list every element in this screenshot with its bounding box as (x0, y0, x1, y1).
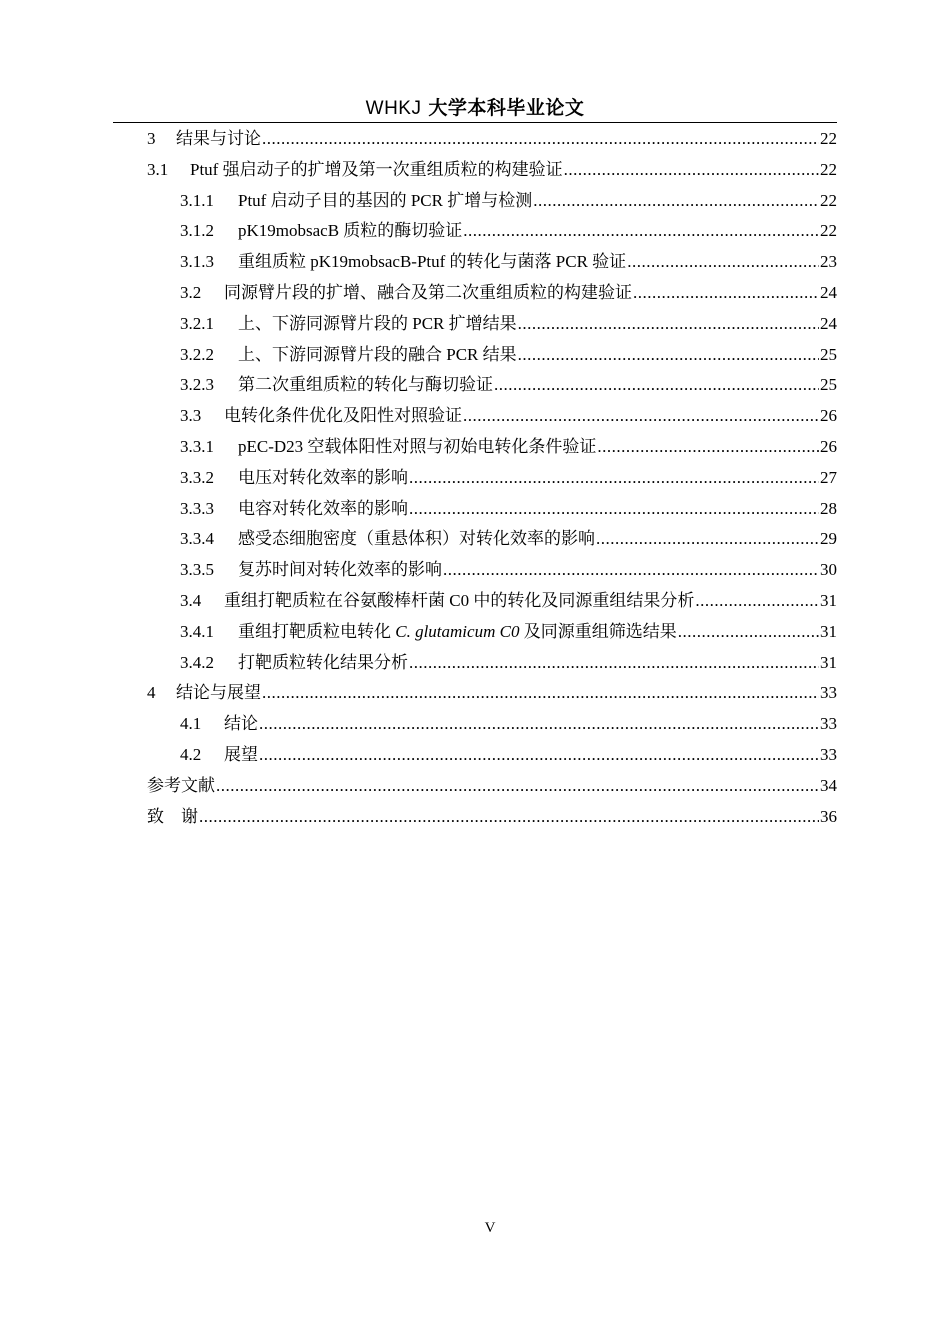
toc-entry-page: 22 (820, 159, 837, 179)
toc-entry-3-3-2[interactable] (147, 463, 837, 494)
toc-entry-3-2-1[interactable] (147, 309, 837, 340)
toc-leader-dots (463, 216, 819, 247)
toc-entry-title: 结论与展望 (176, 683, 261, 703)
toc-entry-3-2[interactable] (147, 278, 837, 309)
toc-entry-title: 电容对转化效率的影响 (238, 498, 408, 518)
page-header (113, 94, 837, 123)
toc-entry-title: 致 谢 (147, 806, 198, 826)
page-number: V (484, 1220, 496, 1236)
toc-entry-page: 33 (820, 714, 837, 734)
toc-leader-dots (262, 124, 819, 155)
toc-entry-4-2[interactable] (147, 740, 837, 771)
toc-entry-number: 3.2 (180, 282, 202, 302)
toc-entry-4-1[interactable] (147, 709, 837, 740)
toc-entry-number: 3.4.1 (180, 621, 214, 641)
toc-entry-3-1[interactable] (147, 155, 837, 186)
toc-entry-3-3-3[interactable] (147, 494, 837, 525)
toc-entry-page: 24 (820, 313, 837, 333)
toc-entry-number: 3.1 (147, 159, 169, 179)
toc-entry-number: 3.4 (180, 590, 202, 610)
toc-leader-dots (533, 186, 819, 217)
toc-entry-page: 31 (820, 652, 837, 672)
toc-leader-dots (259, 740, 819, 771)
header-title: 大学本科毕业论文 (428, 97, 585, 119)
toc-entry-3-4[interactable] (147, 586, 837, 617)
toc-entry-title: 上、下游同源臂片段的 PCR 扩增结果 (238, 313, 517, 333)
toc-entry-3-4-2[interactable] (147, 648, 837, 679)
toc-entry-title: pEC-D23 空载体阳性对照与初始电转化条件验证 (238, 436, 597, 456)
toc-entry-3-3[interactable] (147, 401, 837, 432)
toc-entry-title: 参考文献 (147, 775, 215, 795)
toc-entry-number: 3.3.2 (180, 467, 214, 487)
toc-entry-page: 33 (820, 744, 837, 764)
toc-entry-3-2-3[interactable] (147, 370, 837, 401)
toc-entry-number: 3.2.3 (180, 375, 214, 395)
toc-entry-page: 31 (820, 590, 837, 610)
toc-entry-3-2-2[interactable] (147, 340, 837, 371)
toc-entry-title: 重组打靶质粒在谷氨酸棒杆菌 C0 中的转化及同源重组结果分析 (224, 590, 695, 610)
toc-entry-page: 28 (820, 498, 837, 518)
toc-entry-3-3-5[interactable] (147, 555, 837, 586)
toc-leader-dots (262, 678, 819, 709)
toc-entry-4[interactable] (147, 678, 837, 709)
toc-entry-page: 26 (820, 406, 837, 426)
toc-entry-title: 结论 (224, 714, 258, 734)
toc-leader-dots (409, 463, 819, 494)
toc-entry-title: 感受态细胞密度（重悬体积）对转化效率的影响 (238, 529, 595, 549)
toc-title-part: 重组打靶质粒电转化 (238, 621, 396, 641)
toc-entry-title: 上、下游同源臂片段的融合 PCR 结果 (238, 344, 517, 364)
toc-entry-title: 第二次重组质粒的转化与酶切验证 (238, 375, 493, 395)
toc-entry-page: 33 (820, 683, 837, 703)
toc-leader-dots (518, 309, 819, 340)
toc-entry-title: 展望 (224, 744, 258, 764)
toc-entry-title: 同源臂片段的扩增、融合及第二次重组质粒的构建验证 (224, 282, 632, 302)
toc-entry-page: 27 (820, 467, 837, 487)
toc-entry-title: 重组质粒 pK19mobsacB-Ptuf 的转化与菌落 PCR 验证 (238, 252, 627, 272)
toc-entry-page: 22 (820, 190, 837, 210)
toc-entry-number: 4.2 (180, 744, 202, 764)
toc-entry-3-3-1[interactable] (147, 432, 837, 463)
toc-leader-dots (409, 494, 819, 525)
toc-entry-page: 31 (820, 621, 837, 641)
toc-entry-title: 打靶质粒转化结果分析 (238, 652, 408, 672)
toc-entry-number: 3.1.2 (180, 221, 214, 241)
toc-leader-dots (409, 648, 819, 679)
toc-leader-dots (633, 278, 819, 309)
toc-entry-3[interactable] (147, 124, 837, 155)
toc-entry-number: 3.1.3 (180, 252, 214, 272)
toc-entry-number: 3.2.1 (180, 313, 214, 333)
toc-entry-page: 24 (820, 282, 837, 302)
toc-entry-number: 3.1.1 (180, 190, 214, 210)
toc-entry-number: 3.3.1 (180, 436, 214, 456)
toc-leader-dots (518, 340, 819, 371)
toc-entry-page: 25 (820, 344, 837, 364)
toc-entry-number: 4 (147, 683, 156, 703)
toc-entry-title: Ptuf 强启动子的扩增及第一次重组质粒的构建验证 (190, 159, 563, 179)
toc-entry-number: 3.2.2 (180, 344, 214, 364)
toc-entry-page: 30 (820, 560, 837, 580)
toc-leader-dots (216, 771, 819, 802)
toc-entry-3-1-1[interactable] (147, 186, 837, 217)
toc-entry-title: pK19mobsacB 质粒的酶切验证 (238, 221, 463, 241)
toc-title-part: 及同源重组筛选结果 (519, 621, 677, 641)
toc-entry-title: 复苏时间对转化效率的影响 (238, 560, 442, 580)
toc-entry-page: 22 (820, 129, 837, 148)
toc-entry-number: 3.3 (180, 406, 202, 426)
toc-leader-dots (695, 586, 819, 617)
toc-entry-page: 29 (820, 529, 837, 549)
toc-leader-dots (627, 247, 819, 278)
toc-entry-number: 3 (147, 129, 156, 148)
toc-leader-dots (259, 709, 819, 740)
toc-leader-dots (596, 524, 819, 555)
toc-leader-dots (463, 401, 819, 432)
toc-entry-title (238, 617, 677, 648)
toc-leader-dots (199, 802, 819, 833)
toc-entry-number: 3.4.2 (180, 652, 214, 672)
toc-entry-page: 23 (820, 252, 837, 272)
toc-entry-number: 4.1 (180, 714, 202, 734)
header-latin: WHKJ (365, 98, 422, 119)
toc-entry-page: 26 (820, 436, 837, 456)
toc-entry-number: 3.3.5 (180, 560, 214, 580)
toc-entry-page: 25 (820, 375, 837, 395)
toc-leader-dots (597, 432, 819, 463)
toc-entry-page: 36 (820, 806, 837, 826)
toc-entry-title: 结果与讨论 (176, 129, 261, 148)
toc-entry-title: Ptuf 启动子目的基因的 PCR 扩增与检测 (238, 190, 533, 210)
toc-entry-page: 34 (820, 775, 837, 795)
toc-entry-references[interactable] (147, 771, 837, 802)
toc-entry-page: 22 (820, 221, 837, 241)
toc-entry-3-1-3[interactable] (147, 247, 837, 278)
toc-entry-number: 3.3.3 (180, 498, 214, 518)
toc-leader-dots (564, 155, 819, 186)
toc-leader-dots (678, 617, 819, 648)
toc-entry-number: 3.3.4 (180, 529, 214, 549)
toc-entry-acknowledgements[interactable] (147, 802, 837, 833)
toc-leader-dots (443, 555, 819, 586)
toc-title-species: C. glutamicum C0 (395, 621, 520, 641)
table-of-contents (147, 124, 837, 832)
toc-entry-3-1-2[interactable] (147, 216, 837, 247)
toc-entry-3-3-4[interactable] (147, 524, 837, 555)
toc-leader-dots (494, 370, 819, 401)
toc-entry-3-4-1[interactable] (147, 617, 837, 648)
toc-entry-title: 电压对转化效率的影响 (238, 467, 408, 487)
toc-entry-title: 电转化条件优化及阳性对照验证 (224, 406, 462, 426)
